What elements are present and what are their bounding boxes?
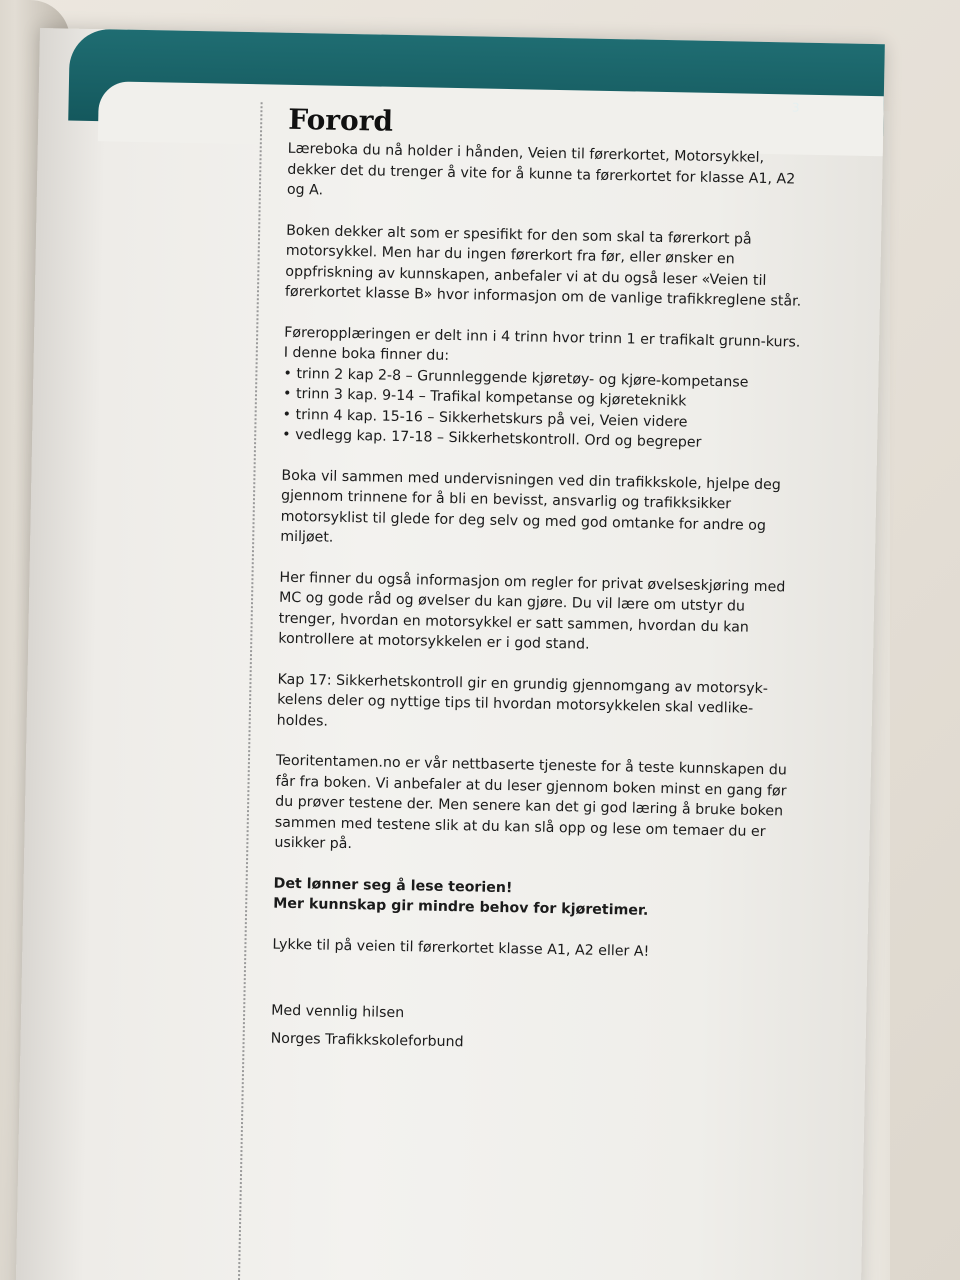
paragraph-list-intro: I denne boka finner du: xyxy=(283,344,450,364)
bold-statement-1: Det lønner seg å lese teorien! xyxy=(273,875,513,896)
list-item: • trinn 3 kap. 9-14 – Trafikal kompetanse og kjøreteknikk xyxy=(283,384,803,414)
page-title: Forord xyxy=(287,102,394,138)
margin-dotted-rule xyxy=(238,102,263,1280)
paragraph-chapter-17: Kap 17: Sikkerhetskontroll gir en grundig gjennomgang av motorsyk-kelens deler og nyttige tips til hvordan motorsykkelen skal vedlike-holdes. xyxy=(276,671,769,730)
page-number: 3 xyxy=(791,100,800,115)
paragraph-online-test: Teoritentamen.no er vår nettbaserte tjeneste for å teste kunnskapen du får fra boken. Vi anbefaler at du leser gjennom boken minst en gang før du prøver testene der. Men senere kan det gi god læring å bruke boken sammen med testene slik at du kan slå opp og lese om temaer du er usikker på. xyxy=(274,752,787,853)
paragraph-good-luck: Lykke til på veien til førerkortet klasse A1, A2 eller A! xyxy=(272,936,650,960)
signature-greeting: Med vennlig hilsen xyxy=(271,1002,405,1022)
bold-statement-2: Mer kunnskap gir mindre behov for kjøretimer. xyxy=(273,895,649,919)
list-item: • vedlegg kap. 17-18 – Sikkerhetskontroll. Ord og begreper xyxy=(282,425,802,455)
contents-list xyxy=(282,363,803,455)
book-page xyxy=(15,28,885,1280)
paragraph-practice: Her finner du også informasjon om regler for privat øvelseskjøring med MC og gode råd og øvelser du kan gjøre. Du vil lære om utstyr du trenger, hvordan en motorsykkel er satt sammen, hvordan du kan kontrollere at motorsykkelen er i god stand. xyxy=(278,569,786,653)
list-item: • trinn 4 kap. 15-16 – Sikkerhetskurs på vei, Veien videre xyxy=(282,404,802,434)
paragraph-intro: Læreboka du nå holder i hånden, Veien til førerkortet, Motorsykkel, dekker det du trenger å vite for å kunne ta førerkortet for klasse A1, A2 og A. xyxy=(286,140,796,199)
paragraph-scope: Boken dekker alt som er spesifikt for den som skal ta førerkort på motorsykkel. Men har du ingen førerkort fra før, eller ønsker en oppfriskning av kunnskapen, anbefaler vi at du også leser «Veien til førerkortet klasse B» hvor informasjon om de vanlige trafikkreglene står. xyxy=(284,222,802,310)
signature-sender: Norges Trafikkskoleforbund xyxy=(270,1030,464,1051)
foreword-content xyxy=(270,103,808,1063)
paragraph-purpose: Boka vil sammen med undervisningen ved din trafikkskole, hjelpe deg gjennom trinnene for å bli en bevisst, ansvarlig og trafikksikker motorsyklist til glede for deg selv og med god omtanke for andre og miljøet. xyxy=(280,467,781,546)
list-item: • trinn 2 kap 2-8 – Grunnleggende kjøretøy- og kjøre-kompetanse xyxy=(283,363,803,393)
paragraph-training-steps: Føreropplæringen er delt inn i 4 trinn hvor trinn 1 er trafikalt grunn-kurs. xyxy=(284,324,801,351)
